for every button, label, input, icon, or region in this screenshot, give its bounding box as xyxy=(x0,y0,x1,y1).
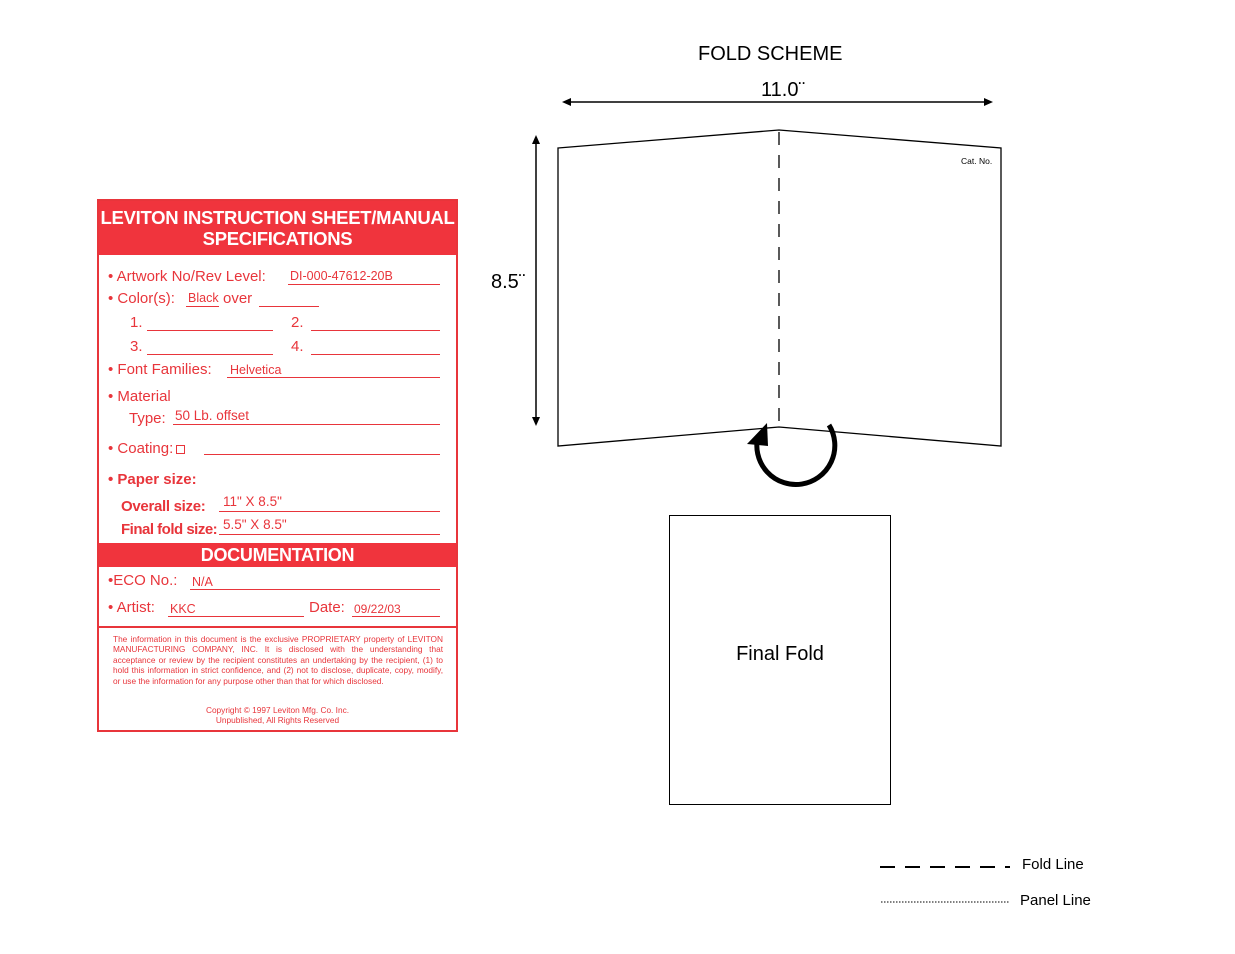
eco-value: N/A xyxy=(192,575,213,589)
artist-value: KKC xyxy=(170,602,196,616)
date-label: Date: xyxy=(309,599,345,616)
panel-line-legend-label: Panel Line xyxy=(1020,892,1091,909)
material-label: • Material xyxy=(108,388,171,405)
overall-size-value: 11" X 8.5" xyxy=(223,494,282,509)
spec-card-title-line1: LEVITON INSTRUCTION SHEET/MANUAL xyxy=(100,207,455,228)
fold-scheme-title: FOLD SCHEME xyxy=(698,43,843,65)
final-fold-label: Final Fold xyxy=(736,643,824,665)
final-fold-size-value: 5.5" X 8.5" xyxy=(223,517,287,532)
height-dimension-label: 8.5¨ xyxy=(491,271,526,293)
overall-size-label: Overall size: xyxy=(121,498,206,515)
eco-label: •ECO No.: xyxy=(108,572,178,589)
date-value: 09/22/03 xyxy=(354,602,401,616)
paper-size-label: • Paper size: xyxy=(108,471,197,488)
colors-label: • Color(s): xyxy=(108,290,175,307)
colors-value: Black xyxy=(188,291,219,305)
artwork-label: • Artwork No/Rev Level: xyxy=(108,268,266,285)
font-families-value: Helvetica xyxy=(230,363,282,377)
type-label: Type: xyxy=(129,410,166,427)
final-fold-size-label: Final fold size: xyxy=(121,521,218,538)
color-slot-2: 2. xyxy=(291,314,304,331)
type-value: 50 Lb. offset xyxy=(175,408,250,423)
unfolded-sheet xyxy=(558,130,1001,446)
width-dimension-label: 11.0¨ xyxy=(761,79,806,101)
color-slot-4: 4. xyxy=(291,338,304,355)
font-families-label: • Font Families: xyxy=(108,361,212,378)
colors-over: over xyxy=(223,290,253,307)
documentation-header: DOCUMENTATION xyxy=(99,543,456,567)
height-dimension-arrow xyxy=(532,135,540,426)
copyright-line1: Copyright © 1997 Leviton Mfg. Co. Inc. xyxy=(205,705,350,715)
artwork-value: DI-000-47612-20B xyxy=(290,269,393,283)
fold-line-legend-label: Fold Line xyxy=(1022,856,1084,873)
width-dimension-arrow xyxy=(562,98,993,106)
spec-card-title-line2: SPECIFICATIONS xyxy=(202,228,353,249)
legal-notice: The information in this document is the exclusive PROPRIETARY property of LEVITON MANUFACTURING COMPANY, INC. It is disclosed with the understanding that acceptance or review by the recipient constitutes an undertaking by the recipient, (1) to hold this information in strict confidence, and (2) not to disclose, duplicate, copy, modify, or use the information for any purpose other than that for which disclosed. xyxy=(113,634,443,686)
cat-no-label: Cat. No. xyxy=(961,156,993,166)
artist-label: • Artist: xyxy=(108,599,155,616)
color-slot-3: 3. xyxy=(130,338,143,355)
color-slot-1: 1. xyxy=(130,314,143,331)
coating-label: • Coating: xyxy=(108,440,174,457)
copyright-line2: Unpublished, All Rights Reserved xyxy=(215,715,340,725)
fold-rotation-arrow-icon xyxy=(747,423,835,485)
